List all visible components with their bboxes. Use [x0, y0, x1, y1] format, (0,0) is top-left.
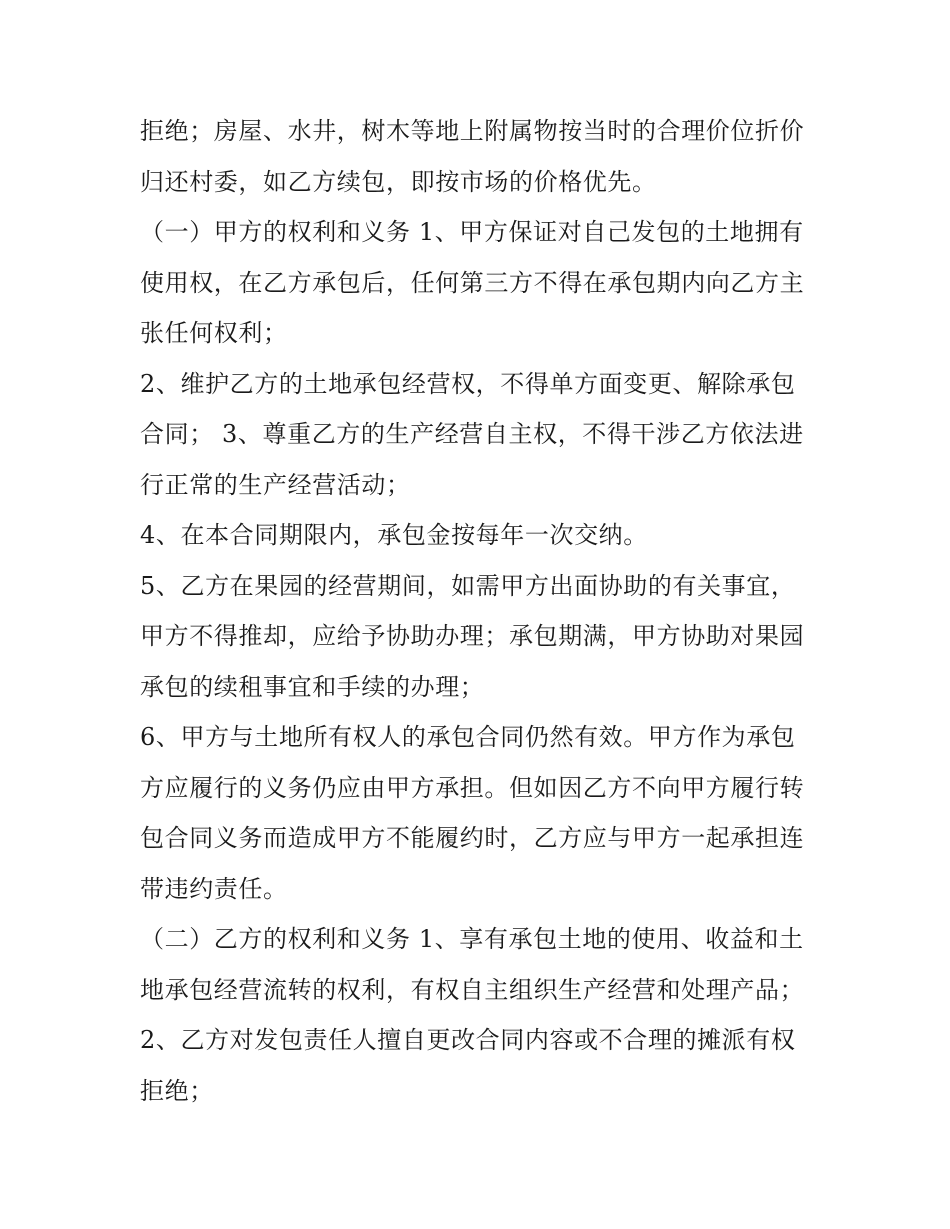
text-line: （一）甲方的权利和义务 1、甲方保证对自己发包的土地拥有	[140, 218, 804, 246]
contract-text	[140, 106, 820, 1116]
text-line: 6、甲方与土地所有权人的承包合同仍然有效。甲方作为承包	[140, 723, 796, 751]
text-line: 承包的续租事宜和手续的办理；	[140, 672, 485, 701]
text-line: 4、在本合同期限内，承包金按每年一次交纳。	[140, 521, 648, 549]
text-line: 方应履行的义务仍应由甲方承担。但如因乙方不向甲方履行转	[140, 773, 805, 802]
text-line: 归还村委，如乙方续包，即按市场的价格优先。	[140, 167, 657, 196]
text-line: 甲方不得推却，应给予协助办理；承包期满，甲方协助对果园	[140, 622, 805, 650]
text-line: 合同； 3、尊重乙方的生产经营自主权，不得干涉乙方依法进	[140, 420, 804, 448]
text-line: 2、维护乙方的土地承包经营权，不得单方面变更、解除承包	[140, 369, 796, 398]
text-line: 带违约责任。	[140, 874, 288, 903]
text-line: （二）乙方的权利和义务 1、享有承包土地的使用、收益和土	[140, 925, 804, 953]
text-line: 张任何权利；	[140, 319, 288, 347]
text-line: 2、乙方对发包责任人擅自更改合同内容或不合理的摊派有权	[140, 1026, 796, 1054]
text-line: 拒绝；	[140, 1076, 214, 1105]
text-line: 行正常的生产经营活动；	[140, 470, 411, 499]
text-line: 使用权，在乙方承包后，任何第三方不得在承包期内向乙方主	[140, 268, 805, 297]
text-line: 地承包经营流转的权利，有权自主组织生产经营和处理产品；	[140, 975, 805, 1004]
text-line: 拒绝；房屋、水井，树木等地上附属物按当时的合理价位折价	[140, 117, 805, 145]
text-line: 5、乙方在果园的经营期间，如需甲方出面协助的有关事宜，	[140, 571, 796, 600]
text-line: 包合同义务而造成甲方不能履约时，乙方应与甲方一起承担连	[140, 824, 805, 852]
